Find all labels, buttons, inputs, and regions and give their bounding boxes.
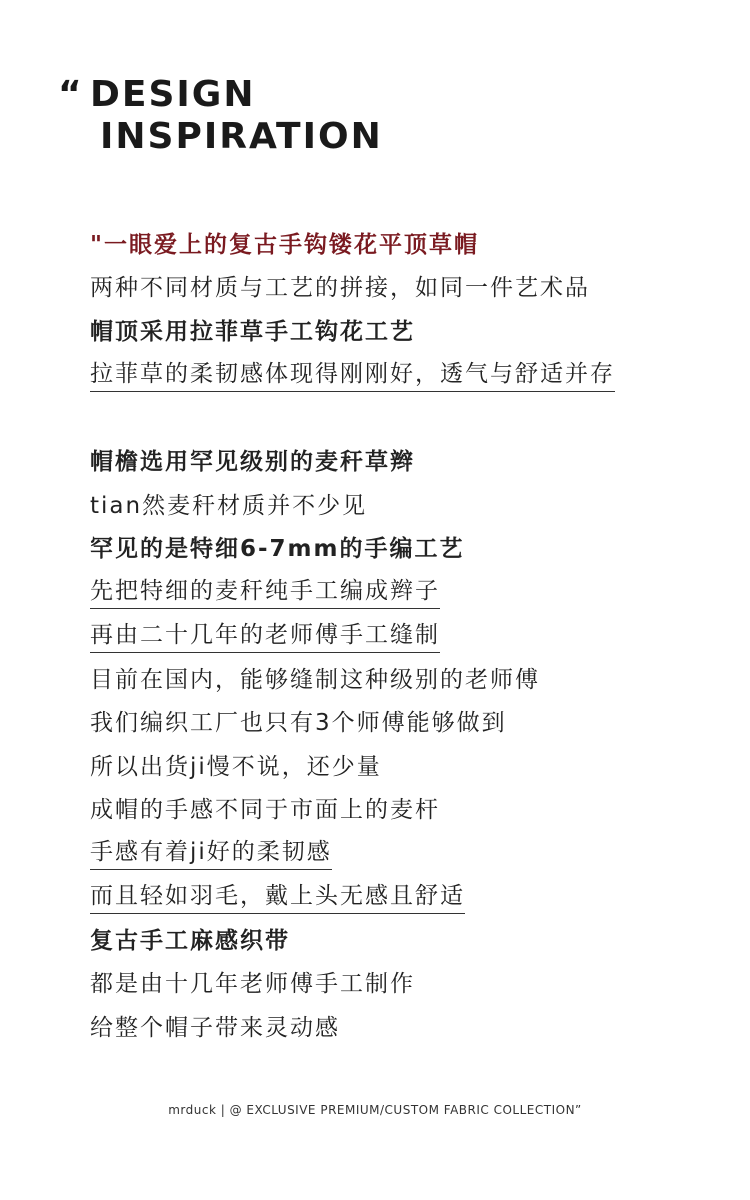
text-line [90,876,710,920]
footer-brand-line: mrduck | @ EXCLUSIVE PREMIUM/CUSTOM FABRIC COLLECTION” [168,1103,582,1117]
text-line-content: 所以出货ji慢不说，还少量 [90,753,382,780]
text-line [90,528,710,572]
paragraph-gap [90,397,710,441]
text-line-content: 帽檐选用罕见级别的麦秆草辫 [90,449,415,475]
text-line [90,484,710,528]
text-line-content: 目前在国内，能够缝制这种级别的老师傅 [90,666,540,693]
text-line-content: 先把特细的麦秆纯手工编成辫子 [90,576,440,609]
text-line-content: 给整个帽子带来灵动感 [90,1014,340,1041]
text-line-content: 成帽的手感不同于市面上的麦杆 [90,797,440,823]
text-line [90,658,710,702]
text-line-content: 我们编织工厂也只有3个师傅能够做到 [90,710,507,736]
text-line [90,919,710,963]
text-line [90,223,710,267]
text-line [90,963,710,1007]
text-line-content: 帽顶采用拉菲草手工钩花工艺 [90,318,415,345]
text-line-content: 复古手工麻感织带 [90,927,290,954]
text-line [90,1006,710,1050]
text-line [90,267,710,311]
heading-quote-mark: “ [58,74,84,115]
section-heading [58,74,383,158]
text-line [90,789,710,833]
text-line-content: tian然麦秆材质并不少见 [90,492,368,519]
text-line [90,441,710,485]
heading-line-1: DESIGN [90,74,256,115]
text-line-content: 手感有着ji好的柔韧感 [90,837,332,870]
description-text-block [90,223,710,1050]
text-line-content: 罕见的是特细6-7mm的手编工艺 [90,536,465,562]
text-line [90,702,710,746]
text-line [90,745,710,789]
text-line-content: "一眼爱上的复古手钩镂花平顶草帽 [90,231,479,258]
heading-line-2: INSPIRATION [100,116,383,157]
text-line [90,832,710,876]
text-line-content: 而且轻如羽毛，戴上头无感且舒适 [90,881,465,914]
text-line-content: 两种不同材质与工艺的拼接，如同一件艺术品 [90,275,590,301]
text-line [90,615,710,659]
text-line [90,310,710,354]
text-line [90,571,710,615]
text-line-content: 拉菲草的柔韧感体现得刚刚好，透气与舒适并存 [90,359,615,392]
text-line-content: 都是由十几年老师傅手工制作 [90,971,415,997]
text-line [90,354,710,398]
text-line-content: 再由二十几年的老师傅手工缝制 [90,620,440,653]
